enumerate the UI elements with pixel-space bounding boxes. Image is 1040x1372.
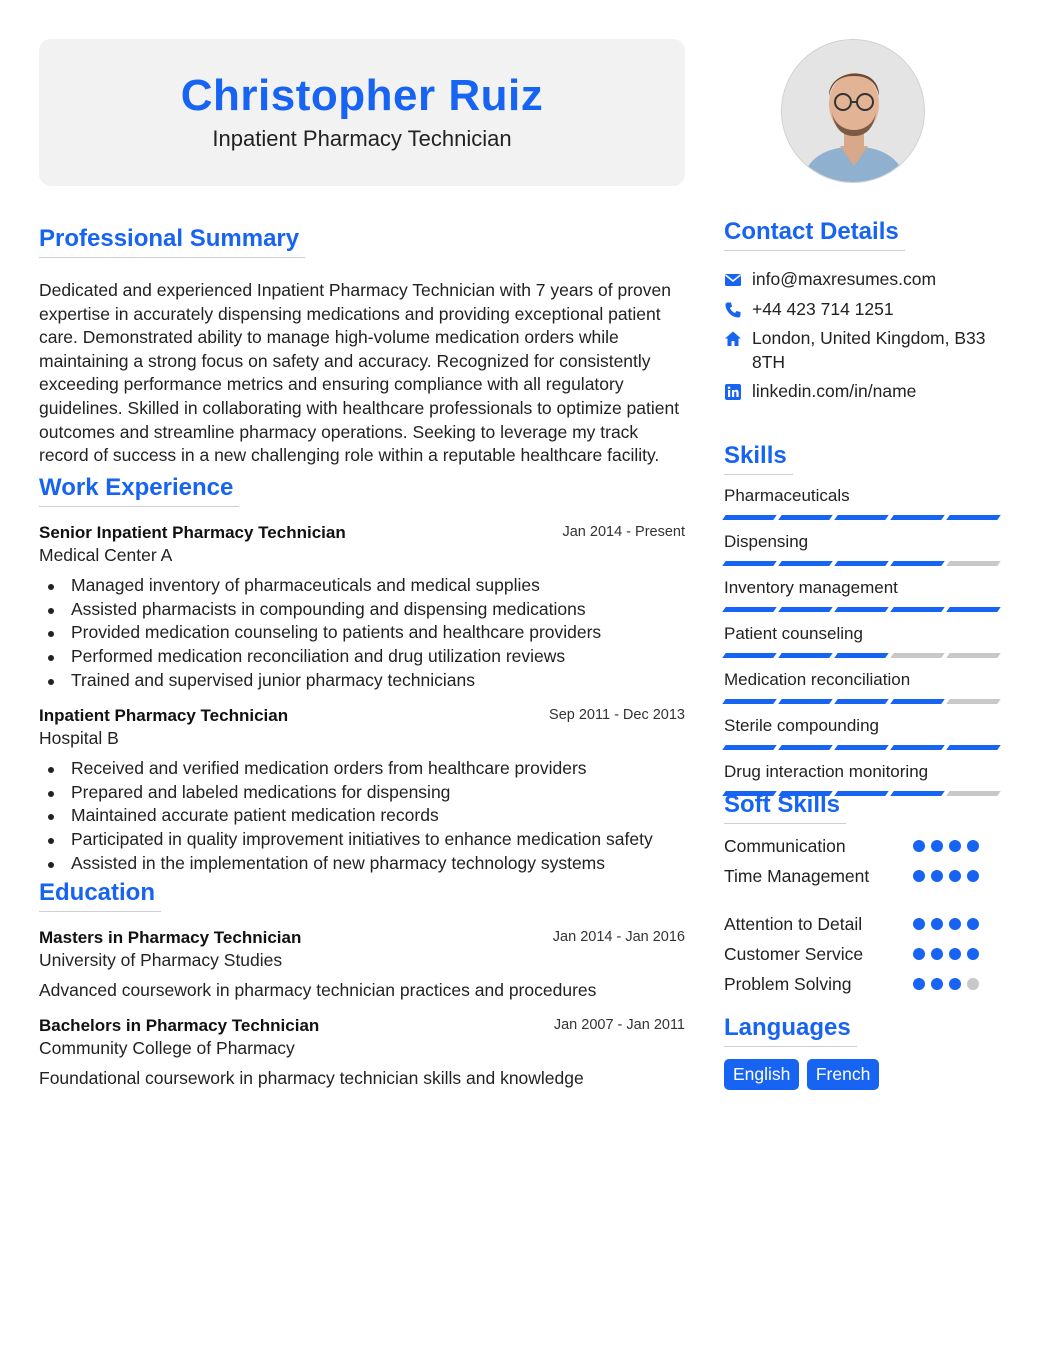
email-text: info@maxresumes.com <box>752 269 937 289</box>
rating-dot <box>913 918 925 930</box>
rating-dot <box>913 870 925 882</box>
skill-level-segment <box>946 561 1001 566</box>
skill-level-segment <box>778 607 833 612</box>
skill-level-segment <box>946 699 1001 704</box>
skill-level-segment <box>834 515 889 520</box>
contact-phone[interactable] <box>724 298 1000 322</box>
job-company: Hospital B <box>39 727 119 748</box>
soft-skill-label: Attention to Detail <box>724 914 863 934</box>
rating-dot <box>967 840 979 852</box>
list-item: Trained and supervised junior pharmacy technicians <box>39 669 685 693</box>
job-date: Sep 2011 - Dec 2013 <box>549 706 685 723</box>
soft-skill-item <box>724 835 1000 858</box>
skill-level-segment <box>890 699 945 704</box>
contact-heading: Contact Details <box>724 217 905 251</box>
rating-dot <box>931 948 943 960</box>
summary-section <box>39 224 685 468</box>
soft-skill-label: Communication <box>724 836 846 856</box>
skill-level-segment <box>722 607 777 612</box>
skill-level-segment <box>834 607 889 612</box>
experience-heading: Work Experience <box>39 473 239 507</box>
skill-level-segment <box>890 745 945 750</box>
profile-photo-icon <box>782 40 925 183</box>
rating-dot <box>949 948 961 960</box>
soft-skill-label: Problem Solving <box>724 974 852 994</box>
phone-icon <box>724 301 742 319</box>
job-bullets <box>39 574 685 693</box>
rating-dot <box>949 978 961 990</box>
skill-item <box>724 669 1000 704</box>
skill-level-segment <box>722 515 777 520</box>
skill-level-segment <box>778 745 833 750</box>
list-item: Received and verified medication orders from healthcare providers <box>39 757 685 781</box>
skill-level-segment <box>722 561 777 566</box>
list-item: Participated in quality improvement initiatives to enhance medication safety <box>39 828 685 852</box>
rating-dot <box>931 870 943 882</box>
education-description: Foundational coursework in pharmacy technician skills and knowledge <box>39 1067 584 1088</box>
skill-level-segment <box>722 653 777 658</box>
degree-title: Masters in Pharmacy Technician <box>39 927 302 947</box>
degree-title: Bachelors in Pharmacy Technician <box>39 1015 320 1035</box>
skill-label: Drug interaction monitoring <box>724 762 929 781</box>
rating-dot <box>967 918 979 930</box>
phone-text: +44 423 714 1251 <box>752 298 894 319</box>
skill-item <box>724 485 1000 520</box>
contact-address <box>724 327 1000 374</box>
job-title: Senior Inpatient Pharmacy Technician <box>39 522 346 542</box>
soft-skills-section <box>724 790 1000 996</box>
education-entry <box>39 927 685 1002</box>
soft-skill-label: Time Management <box>724 866 870 886</box>
languages-list <box>724 1059 1000 1090</box>
skill-level-segment <box>834 653 889 658</box>
job-bullets <box>39 757 685 876</box>
education-entry <box>39 1015 685 1090</box>
list-item: Performed medication reconciliation and drug utilization reviews <box>39 645 685 669</box>
contact-section <box>724 217 1000 404</box>
avatar <box>781 39 925 183</box>
list-item: Managed inventory of pharmaceuticals and medical supplies <box>39 574 685 598</box>
skill-level-segment <box>946 653 1001 658</box>
skill-level-bar <box>724 561 1000 566</box>
rating-dot <box>967 948 979 960</box>
education-section <box>39 878 685 1090</box>
job-date: Jan 2014 - Present <box>562 523 685 540</box>
summary-text: Dedicated and experienced Inpatient Pharmacy Technician with 7 years of proven expertise in accurately dispensing medications and providing exceptional patient care. Demonstrated ability to manage high-volume medication orders while maintaining a strong focus on safety and accuracy. Recognized for consistently exceeding performance metrics and ensuring compliance with all regulatory guidelines. Skilled in collaborating with healthcare professionals to optimize patient outcomes and streamline pharmacy operations. Seeking to leverage my track record of success in a new challenging role within a reputable healthcare facility. <box>39 280 680 466</box>
skill-level-bar <box>724 745 1000 750</box>
skill-level-segment <box>778 653 833 658</box>
skill-level-segment <box>890 607 945 612</box>
skill-level-segment <box>722 745 777 750</box>
address-text: London, United Kingdom, B33 8TH <box>752 328 986 372</box>
languages-heading: Languages <box>724 1013 857 1047</box>
skill-level-bar <box>724 653 1000 658</box>
rating-dot <box>967 978 979 990</box>
skill-label: Patient counseling <box>724 624 863 643</box>
skill-level-segment <box>778 561 833 566</box>
skill-level-segment <box>722 699 777 704</box>
soft-skill-item <box>724 865 1000 888</box>
soft-skill-rating <box>913 978 993 990</box>
soft-skills-heading: Soft Skills <box>724 790 846 824</box>
education-date: Jan 2014 - Jan 2016 <box>552 928 685 945</box>
linkedin-text: linkedin.com/in/name <box>752 381 917 401</box>
skill-label: Pharmaceuticals <box>724 486 850 505</box>
main-column <box>39 39 685 1090</box>
skill-label: Sterile compounding <box>724 716 879 735</box>
skill-level-bar <box>724 515 1000 520</box>
skill-level-segment <box>946 745 1001 750</box>
home-icon <box>724 330 742 348</box>
soft-skill-rating <box>913 948 993 960</box>
summary-heading: Professional Summary <box>39 224 305 258</box>
language-badge: English <box>724 1059 799 1090</box>
contact-email[interactable] <box>724 268 1000 292</box>
languages-section <box>724 1013 1000 1090</box>
rating-dot <box>913 840 925 852</box>
education-heading: Education <box>39 878 161 912</box>
skill-label: Medication reconciliation <box>724 670 911 689</box>
skills-heading: Skills <box>724 441 793 475</box>
skill-label: Dispensing <box>724 532 809 551</box>
job-entry <box>39 522 685 693</box>
rating-dot <box>931 840 943 852</box>
school-name: Community College of Pharmacy <box>39 1037 295 1058</box>
soft-skill-item <box>724 913 1000 936</box>
rating-dot <box>949 840 961 852</box>
list-item: Assisted pharmacists in compounding and dispensing medications <box>39 598 685 622</box>
job-company: Medical Center A <box>39 544 173 565</box>
list-item: Provided medication counseling to patients and healthcare providers <box>39 621 685 645</box>
language-badge: French <box>807 1059 879 1090</box>
skill-level-segment <box>890 653 945 658</box>
skills-section <box>724 441 1000 796</box>
skill-level-segment <box>778 699 833 704</box>
job-entry <box>39 705 685 876</box>
header <box>39 39 685 186</box>
rating-dot <box>949 918 961 930</box>
candidate-title: Inpatient Pharmacy Technician <box>212 126 512 151</box>
soft-skill-item <box>724 973 1000 996</box>
envelope-icon <box>724 271 742 289</box>
skill-level-segment <box>890 561 945 566</box>
linkedin-icon <box>724 383 742 401</box>
education-date: Jan 2007 - Jan 2011 <box>553 1016 685 1033</box>
skill-level-segment <box>946 607 1001 612</box>
rating-dot <box>931 978 943 990</box>
contact-linkedin[interactable] <box>724 380 1000 404</box>
skill-item <box>724 623 1000 658</box>
skill-level-segment <box>834 699 889 704</box>
skill-label: Inventory management <box>724 578 898 597</box>
job-title: Inpatient Pharmacy Technician <box>39 705 289 725</box>
list-item: Prepared and labeled medications for dispensing <box>39 781 685 805</box>
candidate-name: Christopher Ruiz <box>180 71 544 120</box>
education-description: Advanced coursework in pharmacy technician practices and procedures <box>39 979 597 1000</box>
skills-list <box>724 485 1000 796</box>
skill-level-segment <box>946 515 1001 520</box>
soft-skill-rating <box>913 870 993 882</box>
skill-item <box>724 531 1000 566</box>
list-item: Assisted in the implementation of new pharmacy technology systems <box>39 852 685 876</box>
rating-dot <box>913 948 925 960</box>
skill-level-bar <box>724 699 1000 704</box>
school-name: University of Pharmacy Studies <box>39 949 283 970</box>
skill-level-segment <box>890 515 945 520</box>
soft-skill-rating <box>913 918 993 930</box>
soft-skill-rating <box>913 840 993 852</box>
rating-dot <box>949 870 961 882</box>
experience-section <box>39 473 685 876</box>
rating-dot <box>967 870 979 882</box>
list-item: Maintained accurate patient medication records <box>39 804 685 828</box>
skill-level-segment <box>834 561 889 566</box>
skill-level-bar <box>724 607 1000 612</box>
skill-level-segment <box>834 745 889 750</box>
skill-item <box>724 715 1000 750</box>
soft-skill-item <box>724 943 1000 966</box>
skill-level-segment <box>778 515 833 520</box>
soft-skill-label: Customer Service <box>724 944 864 964</box>
rating-dot <box>931 918 943 930</box>
skill-item <box>724 577 1000 612</box>
soft-skills-list <box>724 835 1000 996</box>
rating-dot <box>913 978 925 990</box>
